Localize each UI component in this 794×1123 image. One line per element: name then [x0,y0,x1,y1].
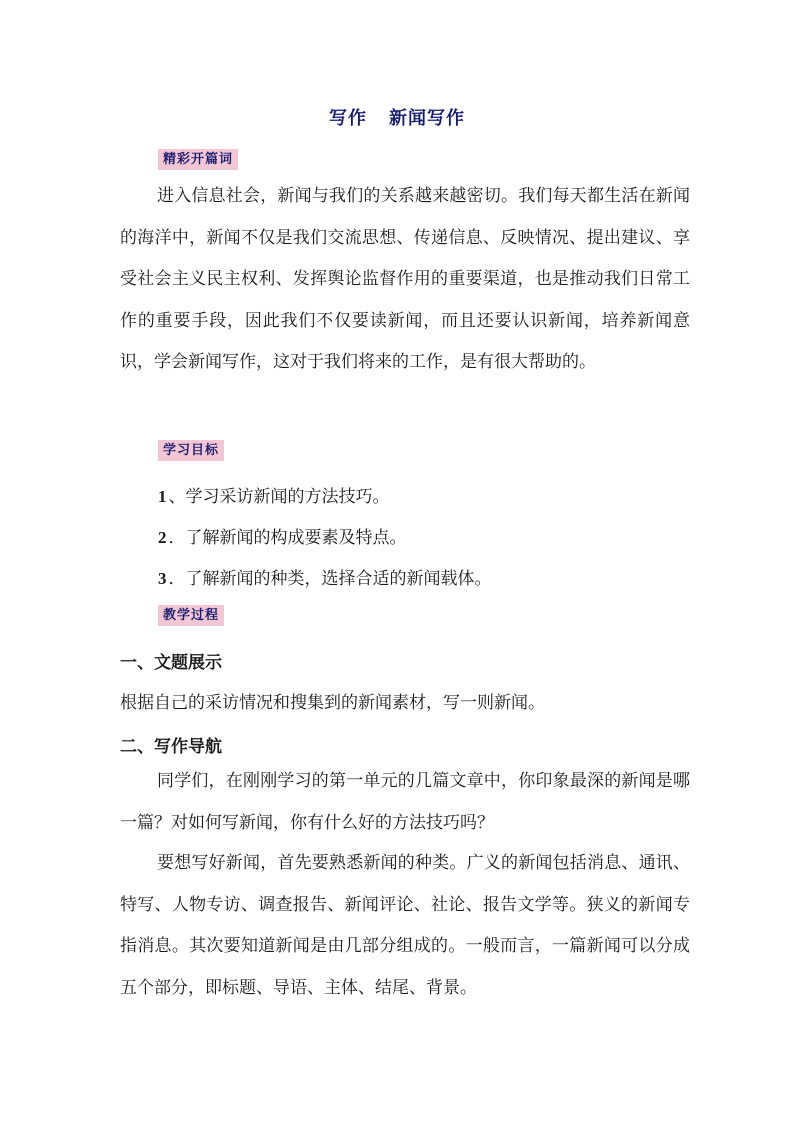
page-title [0,104,794,130]
goal-number-1: 1 [158,487,167,506]
section-tag-process: 教学过程 [158,605,224,626]
goal-number-2: 2 [158,528,167,547]
goal-item-1 [158,482,390,507]
goal-number-3: 3 [158,569,167,588]
heading-topic-display: 一、文题展示 [120,653,222,673]
title-part-writing: 写作 [329,108,367,129]
section-tag-intro: 精彩开篇词 [158,149,238,170]
section-tag-goals: 学习目标 [158,440,224,461]
intro-paragraph: 进入信息社会，新闻与我们的关系越来越密切。我们每天都生活在新闻的海洋中，新闻不仅是我们交流思想、传递信息、反映情况、提出建议、享受社会主义民主权利、发挥舆论监督作用的重要渠道，也是推动我们日常工作的重要手段，因此我们不仅要读新闻，而且还要认识新闻，培养新闻意识，学会新闻写作，这对于我们将来的工作，是有很大帮助的。 [120,186,690,372]
guide-paragraph-1: 同学们，在刚刚学习的第一单元的几篇文章中，你印象最深的新闻是哪一篇？对如何写新闻，你有什么好的方法技巧吗？ [120,771,690,833]
goal-item-3 [158,564,492,589]
goal-text-3: ．了解新闻的种类，选择合适的新闻载体。 [168,569,492,589]
topic-paragraph: 根据自己的采访情况和搜集到的新闻素材，写一则新闻。 [120,693,545,713]
title-part-news-writing: 新闻写作 [389,108,465,129]
heading-writing-guide: 二、写作导航 [120,737,222,757]
guide-paragraph-2: 要想写好新闻，首先要熟悉新闻的种类。广义的新闻包括消息、通讯、特写、人物专访、调查报告、新闻评论、社论、报告文学等。狭义的新闻专指消息。其次要知道新闻是由几部分组成的。一般而言，一篇新闻可以分成五个部分，即标题、导语、主体、结尾、背景。 [120,853,690,998]
goal-item-2 [158,523,407,548]
goal-text-1: 、学习采访新闻的方法技巧。 [168,487,390,507]
goal-text-2: ．了解新闻的构成要素及特点。 [168,528,407,548]
